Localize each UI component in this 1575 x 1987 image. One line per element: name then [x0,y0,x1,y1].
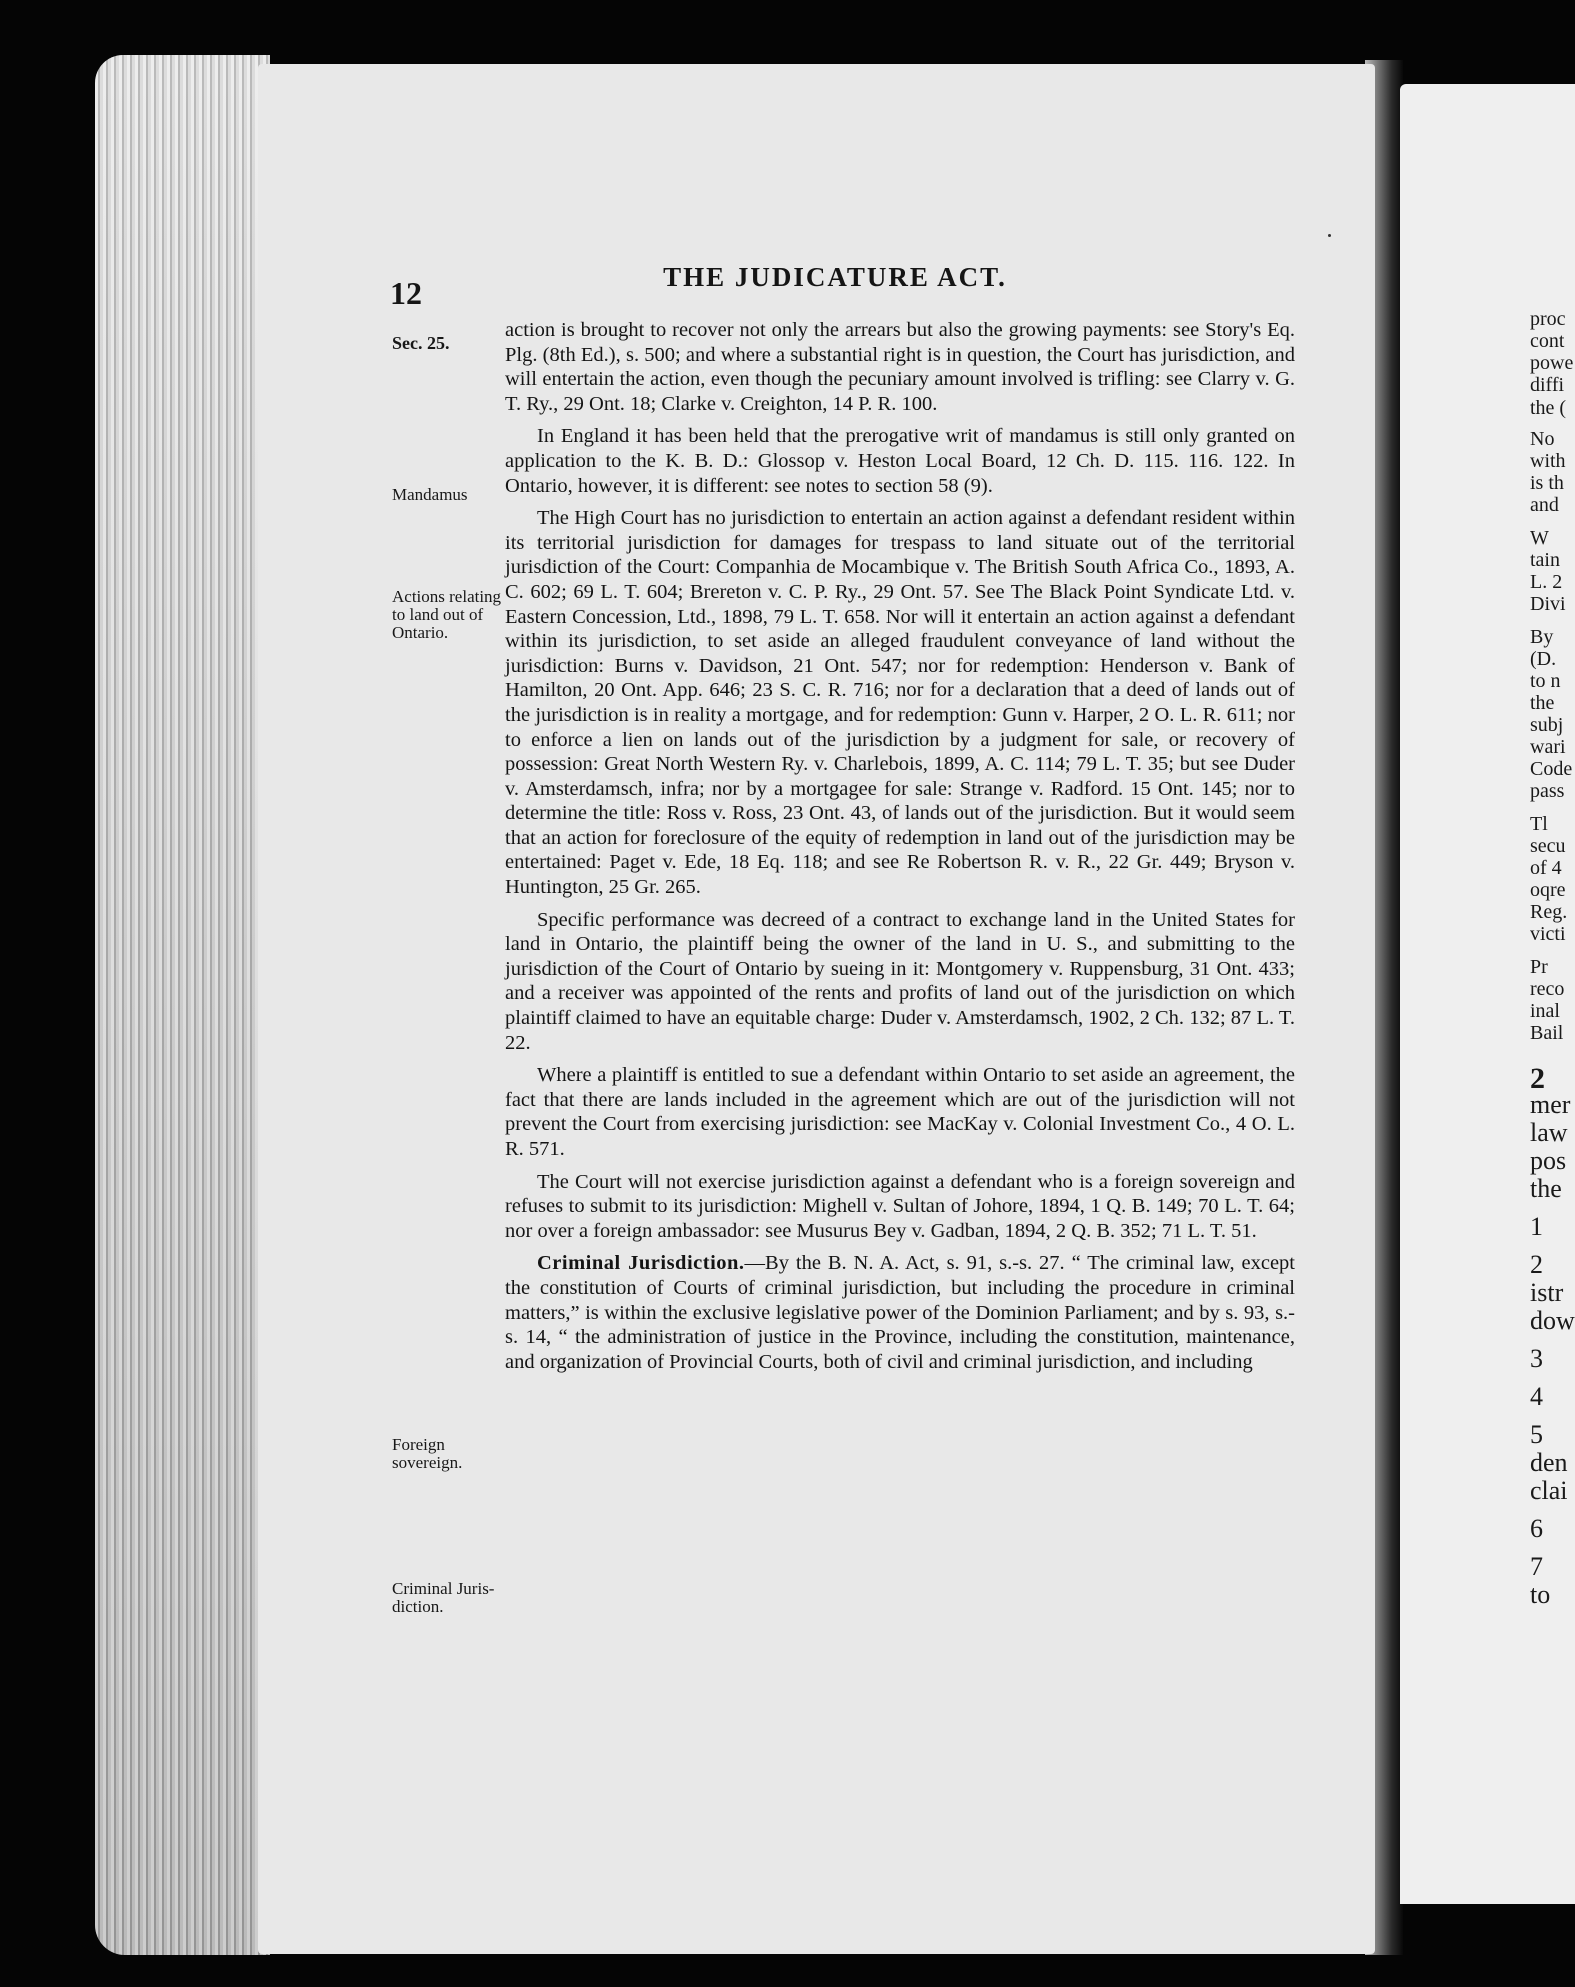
facing-page-text: Tl [1530,813,1548,835]
facing-page-text: the [1530,692,1555,714]
facing-page-text: 3 [1530,1344,1543,1373]
paragraph: The Court will not exercise jurisdiction against a defendant who is a foreign sovereign and refuses to submit to its jurisdiction: Mighell v. Sultan of Johore, 1894, 1 Q. B. 149; 70 L. T. 64; nor over a foreign ambassador: see Musurus Bey v. Gadban, 1894, 2 Q. B. 352; 71 L. T. 51. [505,1170,1295,1242]
margin-note-actions: Actions relating to land out of Ontario. [392,587,502,642]
facing-page [1400,84,1575,1904]
facing-page-text: pos [1530,1146,1567,1175]
paragraph: action is brought to recover not only the arrears but also the growing payments: see Story's Eq. Plg. (8th Ed.), s. 500; and where a substantial right is in question, the Court has jurisdiction, and will entertain the action, even though the pecuniary amount involved is trifling: see Clarry v. G. T. Ry., 29 Ont. 18; Clarke v. Creighton, 14 P. R. 100. [505,319,1295,415]
facing-page-text: Pr [1530,956,1548,978]
margin-note-foreign: Foreign sovereign. [392,1435,463,1472]
facing-page-text: pass [1530,780,1565,802]
facing-page-text: to n [1530,670,1561,692]
paragraph-text: —By the B. N. A. Act, s. 91, s.-s. 27. “ The criminal law, except the constitution of Courts of criminal jurisdiction, but including the procedure in criminal matters,” is within the exclusive legislative power of the Dominion Parliament; and by s. 93, s.-s. 14, “ the administration of justice in the Province, including the constitution, maintenance, and organization of Provincial Courts, both of civil and criminal jurisdiction, and including [505,1252,1295,1373]
speck [1328,234,1331,237]
page-number: 12 [390,275,422,311]
facing-page-text: victi [1530,923,1566,945]
section-heading: Criminal Jurisdiction. [537,1252,745,1275]
facing-page-text: secu [1530,835,1566,857]
facing-page-text: 2 [1530,1250,1543,1279]
facing-page-text: proc [1530,308,1566,330]
facing-page-text: wari [1530,736,1566,758]
running-head: THE JUDICATURE ACT. [663,262,1007,292]
facing-page-text: 4 [1530,1382,1543,1411]
margin-note-mandamus: Mandamus [392,485,468,504]
facing-page-text: mer [1530,1090,1571,1119]
facing-page-text: 2 [1530,1062,1545,1095]
facing-page-text: law [1530,1118,1568,1147]
paragraph: Specific performance was decreed of a contract to exchange land in the United States for land in Ontario, the plaintiff being the owner of the land in U. S., and submitting to the jurisdiction of the Court of Ontario by sueing in it: Montgomery v. Ruppensburg, 31 Ont. 433; and a receiver was appointed of the rents and profits of land out of the jurisdiction on which plaintiff claimed to have an equitable charge: Duder v. Amsterdamsch, 1902, 2 Ch. 132; 87 L. T. 22. [505,908,1295,1054]
paragraph [505,1251,1295,1374]
facing-page-text: 5 [1530,1420,1543,1449]
paragraph: The High Court has no jurisdiction to entertain an action against a defendant resident within its territorial jurisdiction for damages for trespass to land situate out of the territorial jurisdiction of the Court: Companhia de Mocambique v. The British South Africa Co., 1893, A. C. 602; 69 L. T. 604; Brereton v. C. P. Ry., 29 Ont. 57. See The Black Point Syndicate Ltd. v. Eastern Concession, Ltd., 1898, 79 L. T. 658. Nor will it entertain an action against a defendant within its jurisdiction, to set aside an alleged fraudulent conveyance of land without the jurisdiction: Burns v. Davidson, 21 Ont. 547; nor for redemption: Henderson v. Bank of Hamilton, 20 Ont. App. 646; 23 S. C. R. 716; nor for a declaration that a deed of lands out of the jurisdiction is in reality a mortgage, and for redemption: Gunn v. Harper, 2 O. L. R. 611; nor to enforce a lien on lands out of the jurisdiction by a judgment for sale, or recovery of possession: Great North Western Ry. v. Charlebois, 1899, A. C. 114; 79 L. T. 35; but see Duder v. Amsterdamsch, infra; nor by a mortgagee for sale: Strange v. Radford. 15 Ont. 145; nor to determine the title: Ross v. Ross, 23 Ont. 43, of lands out of the jurisdiction. But it would seem that an action for foreclosure of the equity of redemption in land out of the jurisdiction may be entertained: Paget v. Ede, 18 Eq. 118; and see Re Robertson R. v. R., 22 Gr. 449; Bryson v. Huntington, 25 Gr. 265. [505,507,1295,899]
facing-page-text: clai [1530,1476,1568,1505]
facing-page-text: No [1530,428,1555,450]
facing-page-text: 7 [1530,1552,1543,1581]
facing-page-text: dow [1530,1306,1575,1335]
facing-page-text: with [1530,450,1566,472]
facing-page-text: L. 2 [1530,571,1563,593]
facing-page-text: and [1530,494,1559,516]
facing-page-text: reco [1530,978,1565,1000]
facing-page-text: inal [1530,1000,1560,1022]
facing-page-text: Bail [1530,1022,1564,1044]
facing-page-text: 1 [1530,1212,1543,1241]
facing-page-text: the [1530,1174,1562,1203]
body-text [505,318,1295,1374]
paragraph: In England it has been held that the prerogative writ of mandamus is still only granted on application to the K. B. D.: Glossop v. Heston Local Board, 12 Ch. D. 115. 116. 122. In Ontario, however, it is different: see notes to section 58 (9). [505,425,1295,497]
margin-note-section: Sec. 25. [392,333,450,353]
facing-page-text: tain [1530,549,1560,571]
facing-page-text: subj [1530,714,1564,736]
facing-page-text: den [1530,1448,1568,1477]
facing-page-text: the ( [1530,397,1567,419]
facing-page-text: W [1530,527,1549,549]
facing-page-text: istr [1530,1278,1564,1307]
paragraph: Where a plaintiff is entitled to sue a defendant within Ontario to set aside an agreement, the fact that there are lands included in the agreement which are out of the jurisdiction will not prevent the Court from exercising jurisdiction: see MacKay v. Colonial Investment Co., 4 O. L. R. 571. [505,1064,1295,1160]
facing-page-text: Code [1530,758,1573,780]
facing-page-text: 6 [1530,1514,1543,1543]
page-edges [95,55,270,1955]
facing-page-text: By [1530,626,1554,648]
facing-page-text: is th [1530,472,1564,494]
facing-page-text: Reg. [1530,901,1568,923]
facing-page-text: diffi [1530,374,1565,396]
facing-page-text: (D. [1530,648,1557,670]
margin-note-criminal: Criminal Juris-diction. [392,1579,495,1616]
facing-page-text: oqre [1530,879,1566,901]
facing-page-text: of 4 [1530,857,1562,879]
facing-page-text: powe [1530,352,1574,374]
facing-page-text: cont [1530,330,1565,352]
facing-page-text: to [1530,1580,1551,1609]
facing-page-text: Divi [1530,593,1566,615]
